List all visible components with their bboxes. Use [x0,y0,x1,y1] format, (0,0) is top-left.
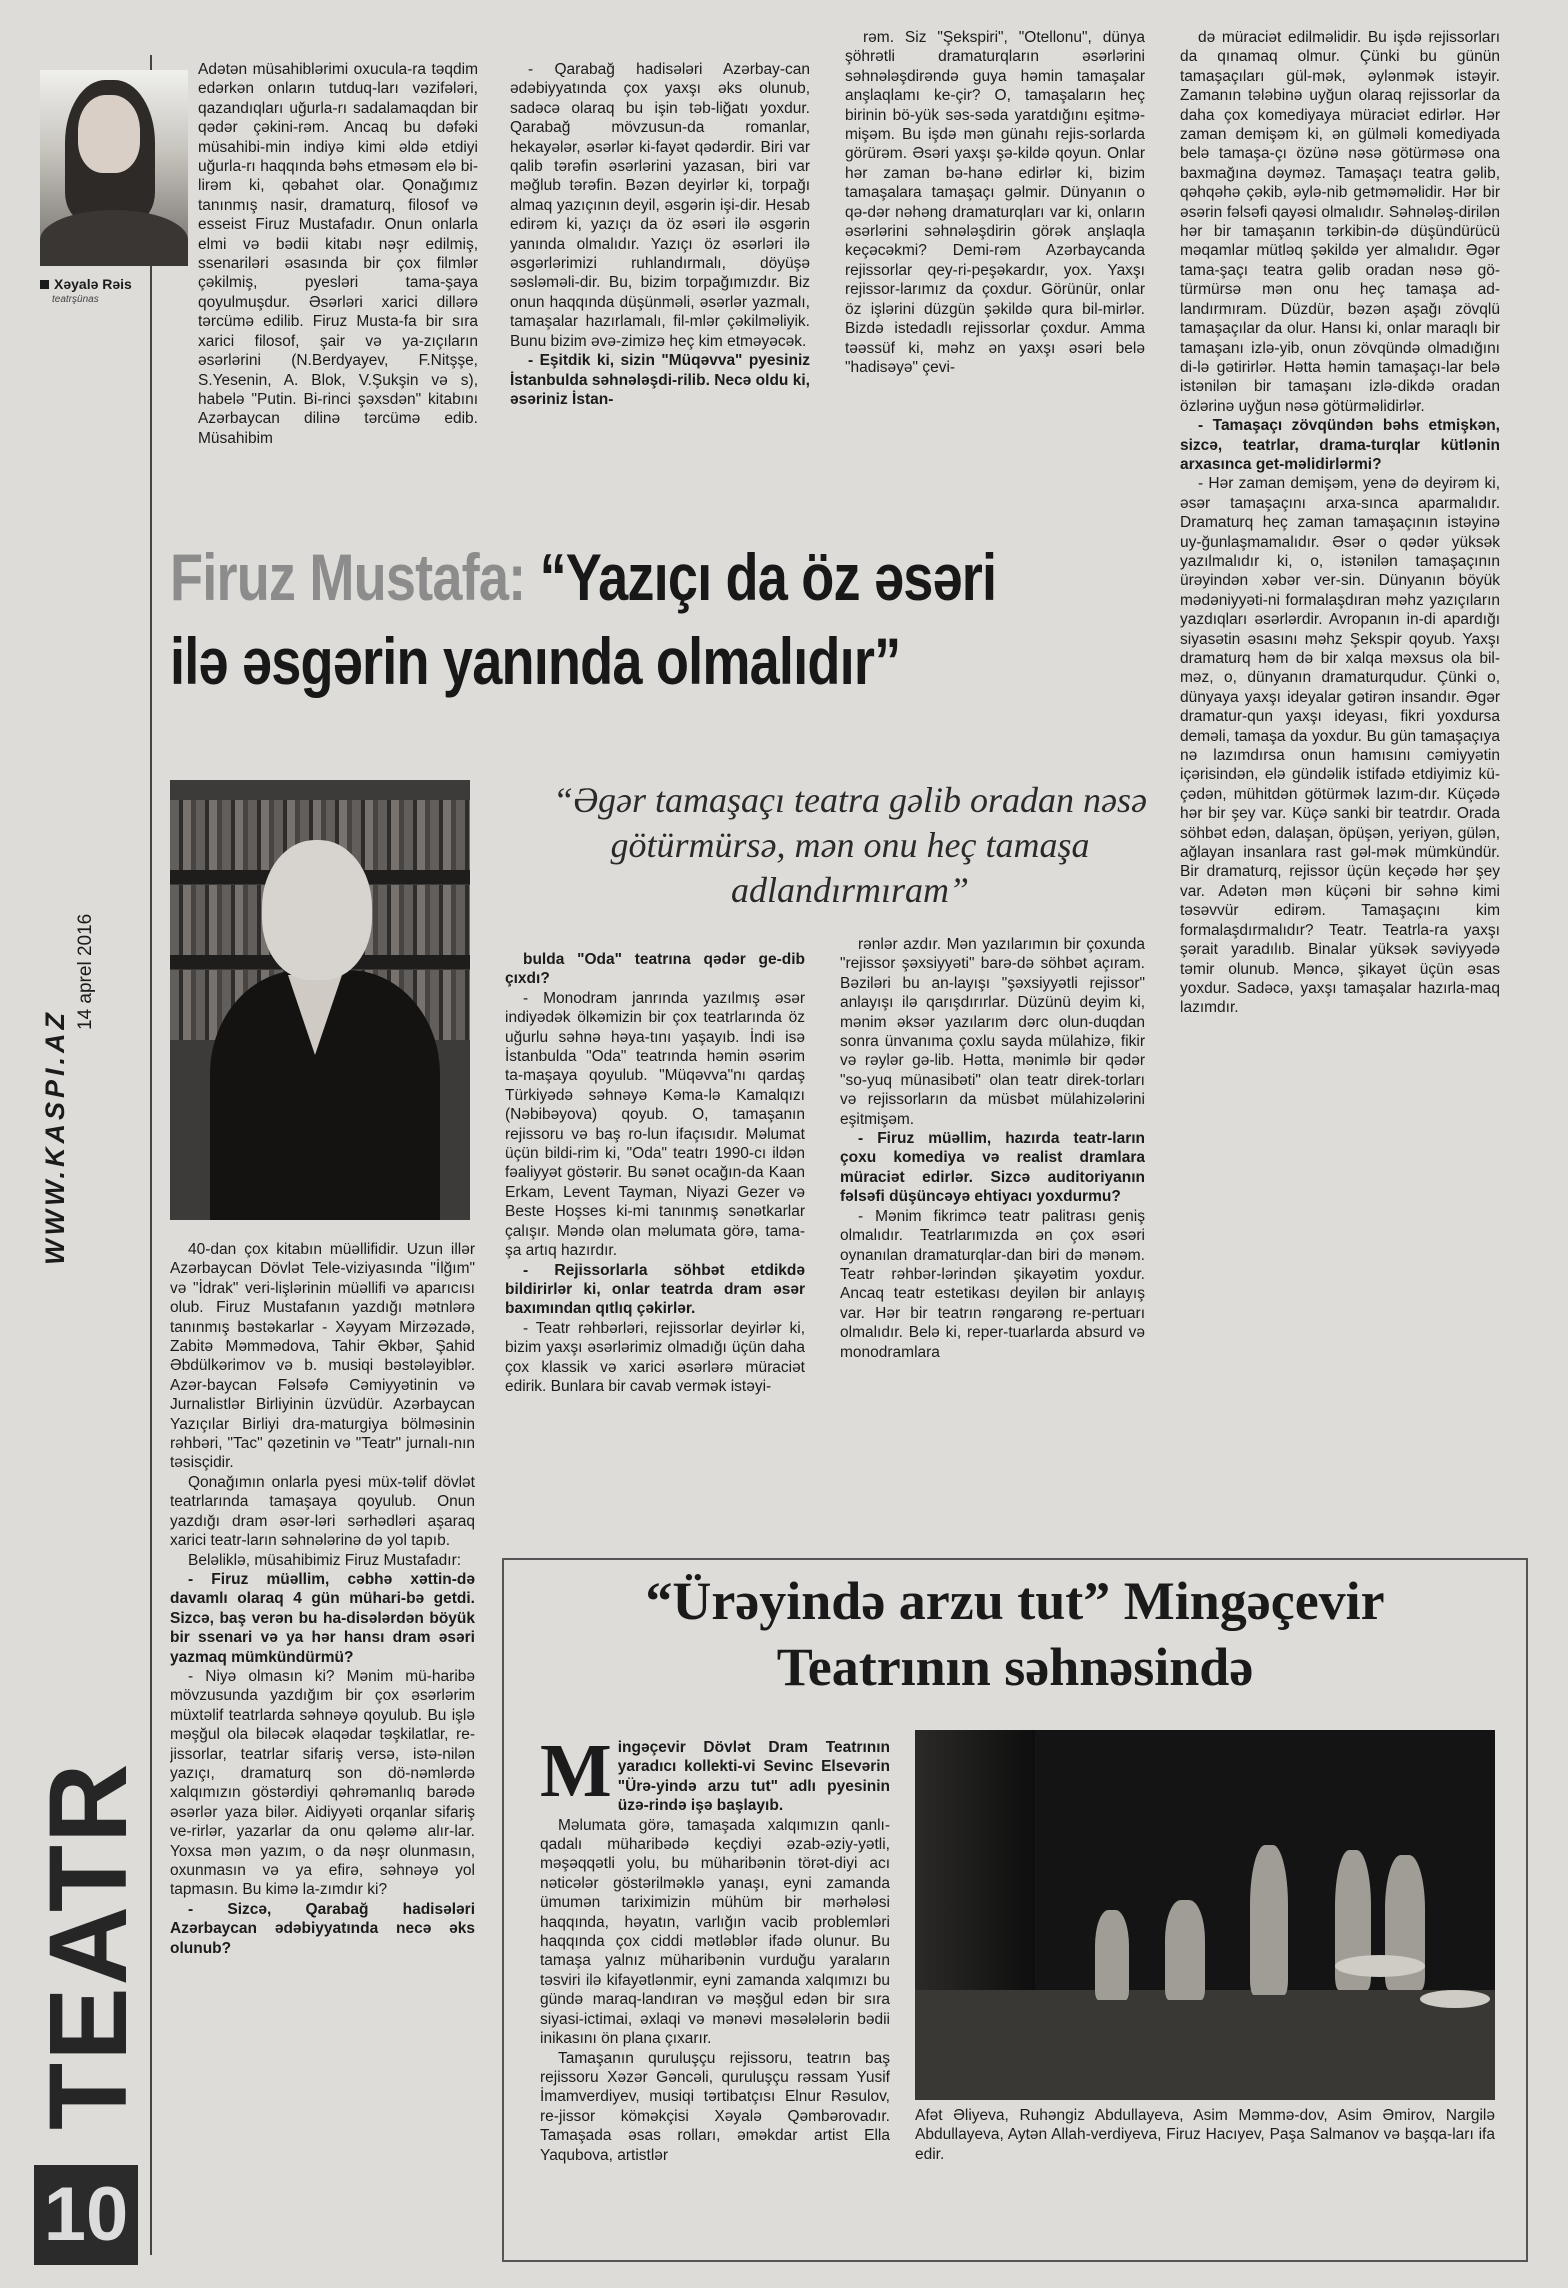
author-name-text: Xəyalə Rəis [54,276,132,292]
paragraph: - Qarabağ hadisələri Azərbay-can ədəbiyyatında çox yaxşı əks olunub, sadəcə olaraq bu işin təb-liğatı yoxdur. Qarabağ mövzusun-da romanlar, hekayələr, əsərlər ki-fayət qədərdir. Biri var qalib tərəfin əsərlərini yazasan, biri var məğlub tərəfin. Bəzən deyirlər ki, torpağı almaq yazıçının deyil, əsgərin işi-dir. Hesab edirəm ki, yazıçı da öz əsəri ilə əsgərin yanında olmalıdır. Yazıçı öz əsərləri ilə əsgərlərimizi ruhlandırmalı, döyüşə səsləməli-dir. Bu, bizim torpağımızdır. Biz onun haqqında düşünməli, əsərlər yazmalı, tamaşalar hazırlamalı, fil-mlər çəkilməliyik. Bunu bizim əvə-zimizə heç kim etməyəcək. [510,61,810,350]
secondary-lead-text: ingəçevir Dövlət Dram Teatrının yaradıcı kollekti-vi Sevinc Elsevərin "Ürə-yində arzu tut" adlı pyesinin üzə-rində işə başlayıb. [617,1739,890,1815]
paragraph: - Sizcə, Qarabağ hadisələri Azərbaycan ədəbiyyatında necə əks olunub? [170,1900,475,1957]
article-column-7 [840,935,1145,1550]
author-photo-face [78,95,140,173]
headline-name: Firuz Mustafa: [170,540,526,614]
author-role: teatrşünas [52,294,99,305]
article-column-1 [198,60,478,520]
issue-date: 14 aprel 2016 [75,913,96,1030]
article-column-2 [510,60,810,520]
stage-actor [1095,1910,1129,2000]
page-number: 10 [34,2165,138,2265]
interviewee-photo [170,780,470,1220]
paragraph: - Eşitdik ki, sizin "Müqəvva" pyesiniz İstanbulda səhnələşdi-rilib. Necə oldu ki, əsəriniz İstan- [510,352,810,408]
paragraph: - Mənim fikrimcə teatr palitrası geniş olmalıdır. Teatrlarımızda ən çox əsəri oynanılan dramaturqlar-dan biri də mənəm. Teatr rəhbər-lərindən şikayətim yoxdur. Ancaq teatr estetikası deyilən bir anlayış var. Hər bir teatrın rəngarəng re-pertuarı olmalıdır. Belə ki, reper-tuarlarda absurd və monodramlara [840,1207,1145,1361]
author-name [40,276,132,292]
article-column-5 [170,1240,475,2280]
paragraph: Qonağımın onlarla pyesi müx-təlif dövlət teatrlarında tamaşaya qoyulub. Onun yazdığı dram əsər-ləri sərhədləri aşaraq xarici teatr-ların səhnələrinə də yol tapıb. [170,1473,475,1550]
pull-quote: “Əgər tamaşaçı teatra gəlib oradan nəsə götürmürsə, mən onu heç tamaşa adlandırmıram” [553,780,1147,910]
photo-figure-head [262,840,372,980]
dropcap: M [540,1738,612,1813]
stage-actor [1250,1845,1288,1995]
paragraph: də müraciət edilməlidir. Bu işdə rejissorları da qınamaq olmur. Çünki bu günün tamaşaçıları gül-mək, əylənmək istəyir. Zamanın tələbinə uyğun olaraq rejissorlar da daha çox komediyaya müraciət edirlər. Hər zaman demişəm ki, ən gülməli komediyada belə tamaşa-çı özünə nəsə götürməsə ona baxmağına dəyməz. Tamaşaçı teatra gəlib, qəhqəhə çəkib, əylə-nib getməməlidir. Hər bir əsərin fəlsəfi qayəsi olmalıdır. Səhnələş-dirilən hər bir tamaşanın tərkibin-də düşündürücü məqamlar mütləq şəkildə yer almalıdır. Əgər tama-şaçı teatra gəlib oradan nəsə gö-türmürsə mən onu heç tamaşa ad-landırmıram. Düzdür, bəzən aşağı zövqlü tamaşaçılar da olur. Hansı ki, onlar maraqlı bir tamaşanı izlə-yib, onun zövqündə olmadığını di-lə gətirirlər. Hətta həmin tamaşaçı-lar belə istənilən bir tamaşanı izlə-dikdə oradan özlərinə uyğun nəsə götürməlidirlər. [1180,29,1500,415]
headline-part1: “Yazıçı da öz əsəri [539,540,997,614]
article-column-4 [1180,28,1500,1548]
paragraph: - Monodram janrında yazılmış əsər indiyədək ölkəmizin bir çox teatrlarında öz uğurlu səhnə həya-tını yaşayıb. İndi isə İstanbulda "Oda" teatrında həmin əsərim ta-maşaya qoyulub. "Müqəvva"nı qardaş Türkiyədə səhnəyə Kəma-lə Kamalqızı (Nəbibəyova) qoyub. O, tamaşanın rejissoru və baş ro-lun ifaçısıdır. Məlumat üçün bildi-rim ki, "Oda" teatrı 1990-cı ildən fəaliyyət göstərir. Bu sənət ocağın-da Kaan Erkam, Levent Tayman, Niyazi Gezer və Beste Hoşses ki-mi tanınmış sənətkarlar çalışır. Məndə olan məlumata görə, tama-şa artıq hazırdır. [505,989,805,1260]
article-headline [170,535,997,703]
site-url: WWW.KASPI.AZ [40,1009,70,1265]
secondary-title-line1: “Ürəyində arzu tut” Mingəçevir [645,1571,1385,1631]
paragraph: Adətən müsahiblərimi oxucula-ra təqdim edərkən onların tutduq-ları vəzifələri, qazandıqları uğurla-rı sadalamaqdan bir qədər çəkini-rəm. Ancaq bu dəfəki müsahibi-min indiyə kimi əldə etdiyi uğurla-rı haqqında bəhs etməsəm elə bi-lirəm ki, qəbahət olar. Qonağımız tanınmış nasir, dramaturq, filosof və esseist Firuz Mustafadır. Onun onlarla elmi və bədii kitabı nəşr edilmiş, ssenariləri əsasında bir çox filmlər çəkilmiş, pyesləri tama-şaya qoyulmuşdur. Əsərləri xarici dillərə tərcümə edilib. Firuz Musta-fa bir sıra xarici filosof, şair və ya-zıçıların əsərlərini (N.Berdyayev, F.Nitşşe, S.Yesenin, A. Blok, V.Şukşin və s), habelə "Putin. Bi-rinci şəxsdən" kitabını Azərbaycan dilinə tərcümə edib. Müsahibim [198,61,478,447]
square-bullet-icon [40,280,49,289]
section-rubric: TEATR [27,1761,150,2130]
paragraph: rənlər azdır. Mən yazılarımın bir çoxunda "rejissor şəxsiyyəti" barə-də söhbət açıram. Bəziləri bu an-layışı "şəxsiyyətli rejissor" anlayışı ilə qarışdırırlar. Düzünü deyim ki, mənim əksər yazılarım dərc olun-duqdan sonra ünvanıma çoxlu sayda mülahizə, fikir və rəylər gə-lib. Hətta, mənimlə bir qədər "so-yuq münasibəti" olan teatr direk-torları və rejissorların da müsbət mülahizələrini eşitmişəm. [840,936,1145,1128]
paragraph: - Niyə olmasın ki? Mənim mü-haribə mövzusunda yazdığım bir çox əsərlərim müxtəlif teatrlarda səhnəyə qoyulub. Bu işlə məşğul ola biləcək əlaqədar təşkilatlar, re-jissorlar, teatrlar sifariş versə, istə-nilən yazıçı, dramaturq son dö-nəmlərdə xalqımızın göstərdiyi qəhrəmanlıq barədə əsərlər yaza bilər. Aidiyyəti orqanlar sifariş ve-rirlər, yazarlar da onu qələmə alır-lar. Yoxsa mən yazım, o da nəşr olunmasın, oxunmasın və ya efirə, səhnəyə yol tapmasın. Bu kimə la-zımdır ki? [170,1667,475,1899]
paragraph: - Firuz müəllim, cəbhə xəttin-də davamlı olaraq 4 gün mühari-bə getdi. Sizcə, baş verən bu ha-disələrdən böyük bir ssenari və ya hər hansı dram əsəri yazmaq mümkündürmü? [170,1570,475,1666]
secondary-paragraph: Məlumata görə, tamaşada xalqımızın qanlı-qadalı müharibədə keçdiyi əzab-əziy-yətli, məşəqqətli yolu, bu müharibənin törət-diyi acı nəticələr göstərilməklə yanaşı, eyni zamanda ümumən tariximizin mühüm bir mərhələsi haqqında, həyatın, varlığın vacib problemləri haqqında çox ciddi mətləblər ifadə olunur. Bu tamaşa yalnız müharibənin vurduğu yaraların təsviri ilə kifayətlənmir, eyni zamanda xalqımızı bu gündə maraq-landıran və məşğul edən bir sıra siyasi-ictimai, əxlaqi və mənəvi məsələlərin bədii inikasını ön plana çıxarır. [540,1816,890,2048]
sidebar-divider [150,55,152,2255]
article-column-3 [845,28,1145,520]
stage-table [1420,1990,1490,2008]
secondary-paragraph: Tamaşanın quruluşçu rejissoru, teatrın baş rejissoru Xəzər Gəncəli, quruluşçu rəssam Yusif İmamverdiyev, musiqi tərtibatçısı Elnur Rəsulov, re-jissor köməkçisi Xəyalə Qəmbərovadır. Tamaşada əsas rolları, əməkdar artist Ella Yaqubova, artistlər [540,2049,890,2164]
stage-table [1335,1955,1425,1977]
secondary-title-line2: Teatrının səhnəsində [776,1637,1254,1697]
article-column-6 [505,950,805,1550]
paragraph: Beləliklə, müsahibimiz Firuz Mustafadır: [188,1551,462,1569]
paragraph: - Tamaşaçı zövqündən bəhs etmişkən, sizcə, teatrlar, drama-turqlar kütlənin arxasınca get-məlidirlərmi? [1180,417,1500,473]
paragraph: - Rejissorlarla söhbət etdikdə bildirirlər ki, onlar teatrda dram əsər baxımından qıtlıq çəkirlər. [505,1261,805,1318]
author-photo-shoulders [40,210,188,266]
paragraph: 40-dan çox kitabın müəllifidir. Uzun illər Azərbaycan Dövlət Tele-viziyasında "İlğım" və "İdrak" veri-lişlərinin müəllifi və aparıcısı olub. Firuz Mustafanın yazdığı mətnlərə tanınmış bəstəkarlar - Xəyyam Mirzəzadə, Zabitə Məmmədova, Tahir Əkbər, Şahid Əbdülkərimov və b. musiqi bəstələyiblər. Azər-baycan Fəlsəfə Cəmiyyətinin və Jurnalistlər Birliyinin üzvüdür. Azərbaycan Yazıçılar Birliyi dra-maturgiya bölməsinin rəhbəri, "Tac" qəzetinin və "Teatr" jurnalı-nın təsisçidir. [170,1241,475,1472]
stage-photo [915,1730,1495,2100]
secondary-article-title [540,1568,1490,1700]
paragraph: - Teatr rəhbərləri, rejissorlar deyirlər ki, bizim yaxşı əsərlərimiz olmadığı üçün daha çox klassik və xarici əsərlərə müraciət edirik. Bunlara bir cavab vermək istəyi- [505,1319,805,1395]
stage-actor [1165,1900,1205,2000]
stage-floor [915,1990,1495,2100]
paragraph: - Firuz müəllim, hazırda teatr-ların çoxu komediya və realist dramlara müraciət edirlər. Sizcə auditoriyanın fəlsəfi düşüncəyə ehtiyacı yoxdurmu? [840,1130,1145,1206]
paragraph: bulda "Oda" teatrına qədər ge-dib çıxdı? [505,951,805,988]
paragraph: rəm. Siz "Şekspiri", "Otellonu", dünya şöhrətli dramaturqların əsərlərini səhnələşdirəndə guya həmin tamaşalar anşlaqlamı ke-çir? O, tamaşaların heç birinin bö-yük səs-səda yaratdığını eşitmə-mişəm. Bu işdə mən günahı rejis-sorlarda görürəm. Əsəri yaxşı şə-kildə qoyun. Onlar hər zaman bə-hanə edirlər ki, bizim tamaşalara tamaşaçı gəlmir. Dünyanın o qə-dər nəhəng dramaturqları var ki, onların əsərlərini səhnələşdirin görək anşlaqla keçəcəkmi? Demi-rəm Azərbaycanda rejissorlar qey-ri-peşəkardır, yox. Yaxşı rejissor-larımız da çoxdur. Görünür, onlar öz işlərini düzgün şəkildə qura bil-mirlər. Bizdə istedadlı rejissorlar çoxdur. Amma təəssüf ki, məhz ən yaxşı əsəri belə "hadisəyə" çevi- [845,29,1145,376]
secondary-lead [540,1738,890,1816]
author-photo [40,70,188,266]
secondary-article-end: Afət Əliyeva, Ruhəngiz Abdullayeva, Asim Məmmə-dov, Asim Əmirov, Nargilə Abdullayeva, Aytən Allah-verdiyeva, Firuz Hacıyev, Paşa Salmanov və başqa-ları ifa edir. [915,2107,1495,2163]
secondary-article-body [540,1738,890,2238]
paragraph: - Hər zaman demişəm, yenə də deyirəm ki, əsər tamaşaçını arxa-sınca aparmalıdır. Dramaturq heç zaman tamaşaçının istəyinə uy-ğunlaşmamalıdır. Əsər o qədər yüksək yazılmalıdır ki, o, istənilən tamaşaçının ürəyindən xəbər ver-sin. Dünyanın böyük mədəniyyəti-ni formalaşdıran məhz yazıçıların yazdıqları əsərlərdir. Avropanın in-di apardığı siyasətin əsasını məhz Şekspir qoyub. Yaxşı dramaturq həm də bir xalqa məxsus ola bil-məz, o, dünyanın dramaturqudur. Çünki o, dünyaya yaxşı ideyalar gətirən insandır. Əgər dramatur-qun yaxşı ideyası, fikri yoxdursa deməli, tamaşa da yoxdur. Bu gün tamaşaçıya nə lazımdırsa onun hamısını cəmiyyətin içərisindən, elə gündəlik istifadə etdiyimiz kü-çədən, mühitdən götürmək lazım-dır. Küçədə hər bir şey var. Küçə sanki bir teatrdır. Orada söhbət edən, dalaşan, öpüşən, yeriyən, gülən, ağlayan insanlara rast gəl-mək mümkündür. Bir dramaturq, rejissor üçün keçədə hər şey var. Adətən mən küçəni bir səhnə kimi təsəvvür edirəm. Tamaşaçını kim formalaşdırmalıdır? Teatr. Teatrla-ra yaxşı şərait yaradılıb. Binalar yüksək səviyyədə təmir olunub. Məncə, şikayət üçün əsas yoxdur. Sadəcə, yaxşı tamaşalar hazırla-maq lazımdır. [1180,475,1500,1017]
headline-part2: ilə əsgərin yanında olmalıdır” [170,624,901,698]
